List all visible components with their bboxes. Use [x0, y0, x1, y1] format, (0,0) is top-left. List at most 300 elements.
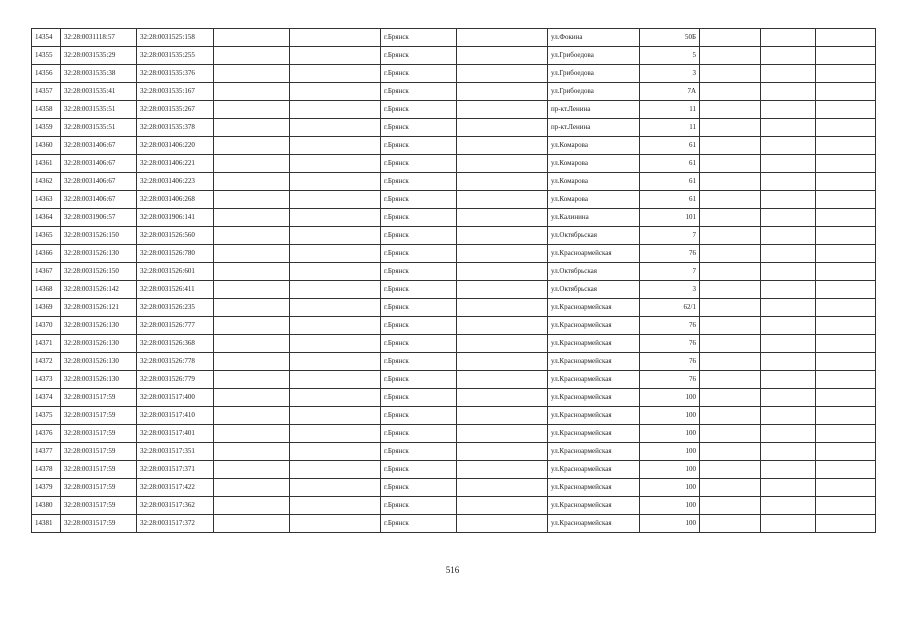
empty-cell	[700, 155, 761, 173]
city-cell: г.Брянск	[381, 263, 457, 281]
empty-cell	[457, 407, 548, 425]
cadastral-number-cell: 32:28:0031526:368	[137, 335, 214, 353]
parcel-number-cell: 32:28:0031535:51	[61, 101, 137, 119]
empty-cell	[214, 443, 290, 461]
table-row	[32, 47, 876, 65]
house-number-cell: 101	[640, 209, 700, 227]
street-cell: ул.Красноармейская	[548, 245, 640, 263]
empty-cell	[457, 155, 548, 173]
empty-cell	[761, 353, 816, 371]
empty-cell	[290, 443, 381, 461]
empty-cell	[290, 155, 381, 173]
empty-cell	[761, 515, 816, 533]
city-cell: г.Брянск	[381, 209, 457, 227]
house-number-cell: 100	[640, 479, 700, 497]
parcel-number-cell: 32:28:0031526:150	[61, 263, 137, 281]
empty-cell	[214, 227, 290, 245]
parcel-number-cell: 32:28:0031118:57	[61, 29, 137, 47]
cadastral-number-cell: 32:28:0031517:362	[137, 497, 214, 515]
page-number: 516	[445, 565, 460, 575]
row-number-cell: 14367	[32, 263, 61, 281]
parcel-number-cell: 32:28:0031535:51	[61, 119, 137, 137]
empty-cell	[761, 47, 816, 65]
house-number-cell: 100	[640, 425, 700, 443]
house-number-cell: 7	[640, 263, 700, 281]
empty-cell	[457, 299, 548, 317]
empty-cell	[214, 101, 290, 119]
empty-cell	[457, 461, 548, 479]
house-number-cell: 3	[640, 65, 700, 83]
empty-cell	[457, 245, 548, 263]
house-number-cell: 100	[640, 443, 700, 461]
street-cell: ул.Красноармейская	[548, 299, 640, 317]
empty-cell	[700, 461, 761, 479]
table-row	[32, 155, 876, 173]
empty-cell	[816, 245, 876, 263]
empty-cell	[457, 515, 548, 533]
empty-cell	[761, 65, 816, 83]
empty-cell	[457, 191, 548, 209]
empty-cell	[700, 83, 761, 101]
cadastral-number-cell: 32:28:0031517:422	[137, 479, 214, 497]
house-number-cell: 62/1	[640, 299, 700, 317]
street-cell: ул.Красноармейская	[548, 479, 640, 497]
empty-cell	[700, 389, 761, 407]
empty-cell	[290, 191, 381, 209]
cadastral-number-cell: 32:28:0031526:560	[137, 227, 214, 245]
house-number-cell: 61	[640, 137, 700, 155]
empty-cell	[700, 137, 761, 155]
row-number-cell: 14357	[32, 83, 61, 101]
table-row	[32, 209, 876, 227]
empty-cell	[214, 353, 290, 371]
cadastral-number-cell: 32:28:0031517:400	[137, 389, 214, 407]
empty-cell	[816, 479, 876, 497]
city-cell: г.Брянск	[381, 65, 457, 83]
empty-cell	[700, 281, 761, 299]
empty-cell	[700, 371, 761, 389]
house-number-cell: 100	[640, 461, 700, 479]
empty-cell	[214, 83, 290, 101]
empty-cell	[761, 155, 816, 173]
empty-cell	[214, 245, 290, 263]
empty-cell	[457, 497, 548, 515]
empty-cell	[214, 515, 290, 533]
empty-cell	[816, 173, 876, 191]
empty-cell	[761, 263, 816, 281]
empty-cell	[700, 65, 761, 83]
empty-cell	[214, 299, 290, 317]
row-number-cell: 14354	[32, 29, 61, 47]
empty-cell	[457, 173, 548, 191]
empty-cell	[816, 425, 876, 443]
city-cell: г.Брянск	[381, 317, 457, 335]
cadastral-number-cell: 32:28:0031406:220	[137, 137, 214, 155]
row-number-cell: 14368	[32, 281, 61, 299]
empty-cell	[816, 407, 876, 425]
street-cell: пр-кт.Ленина	[548, 101, 640, 119]
street-cell: ул.Калинина	[548, 209, 640, 227]
city-cell: г.Брянск	[381, 299, 457, 317]
row-number-cell: 14371	[32, 335, 61, 353]
parcel-number-cell: 32:28:0031517:59	[61, 479, 137, 497]
row-number-cell: 14377	[32, 443, 61, 461]
city-cell: г.Брянск	[381, 497, 457, 515]
empty-cell	[761, 461, 816, 479]
empty-cell	[761, 479, 816, 497]
empty-cell	[214, 209, 290, 227]
empty-cell	[816, 389, 876, 407]
empty-cell	[700, 515, 761, 533]
empty-cell	[290, 227, 381, 245]
city-cell: г.Брянск	[381, 101, 457, 119]
table-row	[32, 191, 876, 209]
empty-cell	[700, 209, 761, 227]
street-cell: ул.Красноармейская	[548, 497, 640, 515]
house-number-cell: 50Б	[640, 29, 700, 47]
row-number-cell: 14358	[32, 101, 61, 119]
cadastral-number-cell: 32:28:0031526:778	[137, 353, 214, 371]
house-number-cell: 76	[640, 371, 700, 389]
empty-cell	[290, 65, 381, 83]
cadastral-number-cell: 32:28:0031406:221	[137, 155, 214, 173]
cadastral-number-cell: 32:28:0031526:411	[137, 281, 214, 299]
empty-cell	[290, 209, 381, 227]
empty-cell	[700, 317, 761, 335]
table-row	[32, 479, 876, 497]
parcel-number-cell: 32:28:0031535:38	[61, 65, 137, 83]
empty-cell	[761, 245, 816, 263]
empty-cell	[214, 155, 290, 173]
empty-cell	[761, 299, 816, 317]
empty-cell	[761, 173, 816, 191]
parcel-number-cell: 32:28:0031535:29	[61, 47, 137, 65]
street-cell: ул.Комарова	[548, 173, 640, 191]
street-cell: ул.Красноармейская	[548, 443, 640, 461]
empty-cell	[457, 479, 548, 497]
table-row	[32, 443, 876, 461]
empty-cell	[290, 317, 381, 335]
empty-cell	[761, 281, 816, 299]
empty-cell	[457, 353, 548, 371]
empty-cell	[816, 371, 876, 389]
cadastral-number-cell: 32:28:0031535:255	[137, 47, 214, 65]
empty-cell	[290, 263, 381, 281]
empty-cell	[457, 227, 548, 245]
table-row	[32, 407, 876, 425]
table-row	[32, 335, 876, 353]
empty-cell	[761, 119, 816, 137]
street-cell: ул.Октябрьская	[548, 281, 640, 299]
empty-cell	[214, 119, 290, 137]
empty-cell	[290, 515, 381, 533]
empty-cell	[761, 389, 816, 407]
empty-cell	[214, 173, 290, 191]
empty-cell	[290, 173, 381, 191]
parcel-number-cell: 32:28:0031517:59	[61, 515, 137, 533]
parcel-number-cell: 32:28:0031517:59	[61, 407, 137, 425]
cadastral-number-cell: 32:28:0031906:141	[137, 209, 214, 227]
empty-cell	[290, 461, 381, 479]
empty-cell	[761, 209, 816, 227]
cadastral-number-cell: 32:28:0031517:401	[137, 425, 214, 443]
empty-cell	[290, 101, 381, 119]
parcel-number-cell: 32:28:0031906:57	[61, 209, 137, 227]
house-number-cell: 11	[640, 101, 700, 119]
empty-cell	[700, 29, 761, 47]
house-number-cell: 7А	[640, 83, 700, 101]
empty-cell	[214, 497, 290, 515]
empty-cell	[816, 443, 876, 461]
row-number-cell: 14365	[32, 227, 61, 245]
empty-cell	[761, 101, 816, 119]
empty-cell	[816, 317, 876, 335]
empty-cell	[214, 461, 290, 479]
empty-cell	[457, 425, 548, 443]
empty-cell	[761, 137, 816, 155]
parcel-number-cell: 32:28:0031526:130	[61, 335, 137, 353]
house-number-cell: 11	[640, 119, 700, 137]
street-cell: ул.Октябрьская	[548, 263, 640, 281]
empty-cell	[700, 191, 761, 209]
cadastral-number-cell: 32:28:0031517:372	[137, 515, 214, 533]
city-cell: г.Брянск	[381, 227, 457, 245]
house-number-cell: 61	[640, 155, 700, 173]
empty-cell	[290, 119, 381, 137]
empty-cell	[457, 371, 548, 389]
empty-cell	[761, 443, 816, 461]
empty-cell	[290, 425, 381, 443]
empty-cell	[214, 191, 290, 209]
empty-cell	[816, 209, 876, 227]
street-cell: ул.Красноармейская	[548, 461, 640, 479]
parcel-number-cell: 32:28:0031535:41	[61, 83, 137, 101]
empty-cell	[816, 281, 876, 299]
city-cell: г.Брянск	[381, 83, 457, 101]
parcel-number-cell: 32:28:0031526:130	[61, 317, 137, 335]
city-cell: г.Брянск	[381, 371, 457, 389]
city-cell: г.Брянск	[381, 389, 457, 407]
table-row	[32, 317, 876, 335]
table-row	[32, 29, 876, 47]
table-row	[32, 65, 876, 83]
cadastral-number-cell: 32:28:0031526:235	[137, 299, 214, 317]
cadastral-number-cell: 32:28:0031517:410	[137, 407, 214, 425]
empty-cell	[290, 137, 381, 155]
registry-body	[32, 29, 876, 533]
cadastral-number-cell: 32:28:0031526:780	[137, 245, 214, 263]
cadastral-number-cell: 32:28:0031526:779	[137, 371, 214, 389]
table-row	[32, 137, 876, 155]
empty-cell	[214, 65, 290, 83]
city-cell: г.Брянск	[381, 461, 457, 479]
city-cell: г.Брянск	[381, 335, 457, 353]
row-number-cell: 14366	[32, 245, 61, 263]
house-number-cell: 100	[640, 515, 700, 533]
street-cell: ул.Красноармейская	[548, 317, 640, 335]
house-number-cell: 3	[640, 281, 700, 299]
empty-cell	[214, 479, 290, 497]
house-number-cell: 76	[640, 335, 700, 353]
empty-cell	[457, 335, 548, 353]
row-number-cell: 14381	[32, 515, 61, 533]
street-cell: ул.Красноармейская	[548, 389, 640, 407]
city-cell: г.Брянск	[381, 119, 457, 137]
street-cell: ул.Октябрьская	[548, 227, 640, 245]
table-row	[32, 425, 876, 443]
empty-cell	[761, 425, 816, 443]
empty-cell	[700, 101, 761, 119]
empty-cell	[457, 281, 548, 299]
row-number-cell: 14376	[32, 425, 61, 443]
empty-cell	[214, 29, 290, 47]
empty-cell	[290, 407, 381, 425]
row-number-cell: 14372	[32, 353, 61, 371]
parcel-number-cell: 32:28:0031526:150	[61, 227, 137, 245]
empty-cell	[290, 371, 381, 389]
street-cell: пр-кт.Ленина	[548, 119, 640, 137]
city-cell: г.Брянск	[381, 425, 457, 443]
empty-cell	[700, 407, 761, 425]
empty-cell	[457, 389, 548, 407]
city-cell: г.Брянск	[381, 353, 457, 371]
table-row	[32, 83, 876, 101]
parcel-number-cell: 32:28:0031517:59	[61, 389, 137, 407]
street-cell: ул.Грибоедова	[548, 65, 640, 83]
empty-cell	[761, 371, 816, 389]
city-cell: г.Брянск	[381, 191, 457, 209]
row-number-cell: 14373	[32, 371, 61, 389]
parcel-number-cell: 32:28:0031517:59	[61, 443, 137, 461]
empty-cell	[816, 497, 876, 515]
house-number-cell: 100	[640, 407, 700, 425]
street-cell: ул.Грибоедова	[548, 83, 640, 101]
empty-cell	[816, 155, 876, 173]
empty-cell	[816, 29, 876, 47]
parcel-number-cell: 32:28:0031406:67	[61, 155, 137, 173]
parcel-number-cell: 32:28:0031517:59	[61, 425, 137, 443]
parcel-number-cell: 32:28:0031526:130	[61, 371, 137, 389]
empty-cell	[700, 443, 761, 461]
house-number-cell: 76	[640, 353, 700, 371]
empty-cell	[700, 119, 761, 137]
empty-cell	[816, 137, 876, 155]
house-number-cell: 61	[640, 191, 700, 209]
empty-cell	[214, 371, 290, 389]
empty-cell	[816, 119, 876, 137]
table-row	[32, 227, 876, 245]
empty-cell	[700, 227, 761, 245]
empty-cell	[214, 407, 290, 425]
empty-cell	[700, 497, 761, 515]
house-number-cell: 100	[640, 497, 700, 515]
row-number-cell: 14379	[32, 479, 61, 497]
empty-cell	[290, 479, 381, 497]
empty-cell	[816, 335, 876, 353]
city-cell: г.Брянск	[381, 407, 457, 425]
cadastral-number-cell: 32:28:0031526:601	[137, 263, 214, 281]
row-number-cell: 14370	[32, 317, 61, 335]
table-row	[32, 389, 876, 407]
cadastral-number-cell: 32:28:0031535:378	[137, 119, 214, 137]
empty-cell	[816, 299, 876, 317]
empty-cell	[214, 263, 290, 281]
table-row	[32, 281, 876, 299]
row-number-cell: 14374	[32, 389, 61, 407]
empty-cell	[290, 29, 381, 47]
empty-cell	[761, 317, 816, 335]
table-row	[32, 515, 876, 533]
parcel-number-cell: 32:28:0031526:130	[61, 353, 137, 371]
empty-cell	[457, 83, 548, 101]
empty-cell	[761, 407, 816, 425]
row-number-cell: 14359	[32, 119, 61, 137]
parcel-number-cell: 32:28:0031517:59	[61, 461, 137, 479]
empty-cell	[214, 47, 290, 65]
empty-cell	[290, 353, 381, 371]
cadastral-number-cell: 32:28:0031535:167	[137, 83, 214, 101]
cadastral-number-cell: 32:28:0031406:223	[137, 173, 214, 191]
city-cell: г.Брянск	[381, 245, 457, 263]
street-cell: ул.Фокина	[548, 29, 640, 47]
empty-cell	[214, 425, 290, 443]
empty-cell	[290, 47, 381, 65]
city-cell: г.Брянск	[381, 155, 457, 173]
empty-cell	[457, 209, 548, 227]
house-number-cell: 61	[640, 173, 700, 191]
house-number-cell: 5	[640, 47, 700, 65]
house-number-cell: 100	[640, 389, 700, 407]
empty-cell	[761, 497, 816, 515]
row-number-cell: 14355	[32, 47, 61, 65]
cadastral-number-cell: 32:28:0031517:351	[137, 443, 214, 461]
empty-cell	[761, 83, 816, 101]
street-cell: ул.Комарова	[548, 191, 640, 209]
street-cell: ул.Красноармейская	[548, 407, 640, 425]
parcel-number-cell: 32:28:0031526:121	[61, 299, 137, 317]
cadastral-number-cell: 32:28:0031535:376	[137, 65, 214, 83]
row-number-cell: 14362	[32, 173, 61, 191]
empty-cell	[457, 119, 548, 137]
house-number-cell: 7	[640, 227, 700, 245]
empty-cell	[816, 65, 876, 83]
cadastral-number-cell: 32:28:0031525:158	[137, 29, 214, 47]
parcel-number-cell: 32:28:0031406:67	[61, 137, 137, 155]
empty-cell	[214, 281, 290, 299]
house-number-cell: 76	[640, 317, 700, 335]
empty-cell	[457, 263, 548, 281]
empty-cell	[290, 335, 381, 353]
table-row	[32, 173, 876, 191]
row-number-cell: 14378	[32, 461, 61, 479]
empty-cell	[816, 191, 876, 209]
house-number-cell: 76	[640, 245, 700, 263]
empty-cell	[214, 317, 290, 335]
empty-cell	[457, 29, 548, 47]
city-cell: г.Брянск	[381, 29, 457, 47]
city-cell: г.Брянск	[381, 281, 457, 299]
empty-cell	[457, 317, 548, 335]
row-number-cell: 14369	[32, 299, 61, 317]
empty-cell	[761, 29, 816, 47]
city-cell: г.Брянск	[381, 443, 457, 461]
parcel-number-cell: 32:28:0031526:130	[61, 245, 137, 263]
street-cell: ул.Комарова	[548, 155, 640, 173]
row-number-cell: 14360	[32, 137, 61, 155]
empty-cell	[700, 479, 761, 497]
empty-cell	[700, 47, 761, 65]
empty-cell	[816, 263, 876, 281]
